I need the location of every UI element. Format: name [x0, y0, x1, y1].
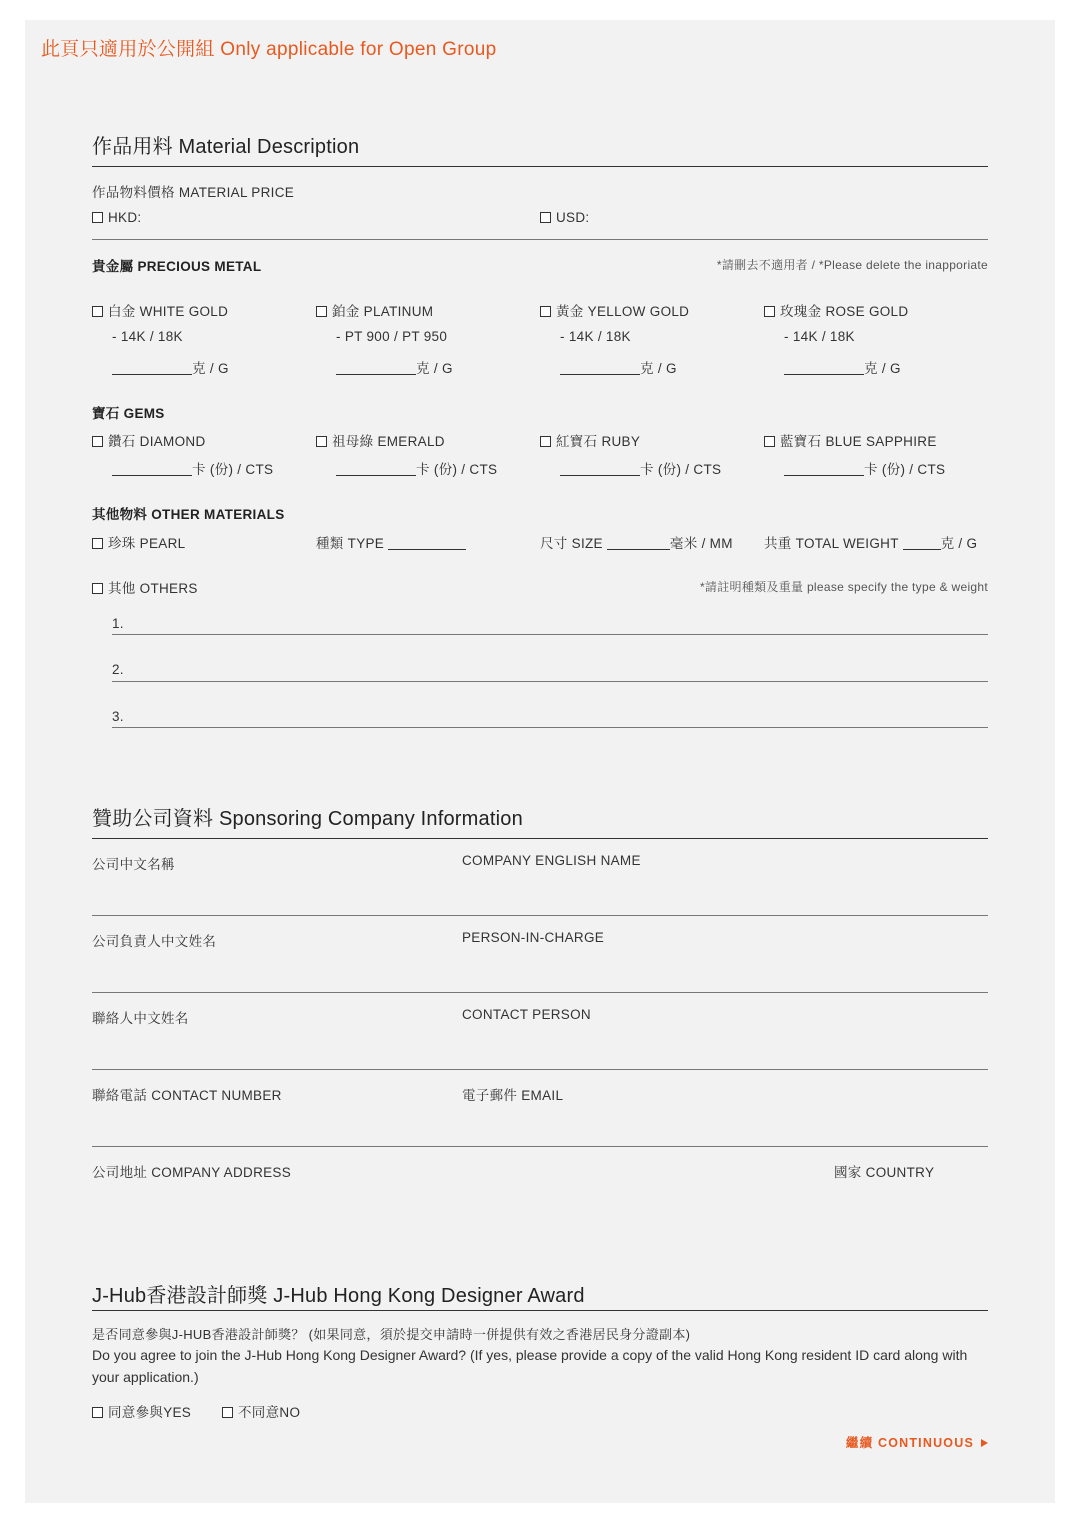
gems-title: 寶石 GEMS	[92, 406, 165, 421]
divider	[92, 239, 988, 240]
pearl-total-weight: 共重 TOTAL WEIGHT 克 / G	[764, 536, 978, 551]
contact-number-label: 聯絡電話 CONTACT NUMBER	[92, 1088, 282, 1103]
ruby-carat-input[interactable]	[560, 462, 640, 476]
rose-gold-grade: - 14K / 18K	[784, 329, 855, 344]
others-checkbox[interactable]	[92, 583, 103, 594]
others-line-number: 3.	[112, 709, 124, 724]
platinum-weight: 克 / G	[336, 357, 453, 377]
company-address-label: 公司地址 COMPANY ADDRESS	[92, 1165, 292, 1180]
others-line-3-input[interactable]	[112, 727, 988, 728]
white-gold-weight: 克 / G	[112, 357, 229, 377]
form-page	[25, 20, 1055, 1503]
rose-gold-option[interactable]: 玫瑰金 ROSE GOLD	[764, 300, 908, 320]
company-name-input-line[interactable]	[92, 915, 988, 916]
hkd-checkbox[interactable]	[92, 212, 103, 223]
yellow-gold-option[interactable]: 黃金 YELLOW GOLD	[540, 300, 689, 320]
award-yes-checkbox[interactable]	[92, 1407, 103, 1418]
contact-person-chinese-label: 聯絡人中文姓名	[92, 1011, 189, 1026]
person-in-charge-label: PERSON-IN-CHARGE	[462, 930, 605, 945]
ruby-option[interactable]: 紅寶石 RUBY	[540, 430, 640, 450]
others-option[interactable]: 其他 OTHERS	[92, 577, 198, 597]
others-line-number: 2.	[112, 662, 124, 677]
award-no-option[interactable]: 不同意NO	[222, 1401, 300, 1421]
pearl-option[interactable]: 珍珠 PEARL	[92, 532, 185, 552]
pearl-checkbox[interactable]	[92, 538, 103, 549]
section-divider	[92, 838, 988, 839]
diamond-option[interactable]: 鑽石 DIAMOND	[92, 430, 206, 450]
white-gold-grade: - 14K / 18K	[112, 329, 183, 344]
play-arrow-icon	[981, 1439, 988, 1447]
others-note: *請註明種類及重量 please specify the type & weight	[699, 580, 988, 594]
company-chinese-name-label: 公司中文名稱	[92, 857, 175, 872]
person-in-charge-chinese-label: 公司負責人中文姓名	[92, 934, 217, 949]
yellow-gold-grade: - 14K / 18K	[560, 329, 631, 344]
usd-field[interactable]: USD:	[540, 210, 589, 225]
award-question-english: Do you agree to join the J-Hub Hong Kong Designer Award? (If yes, please provide a copy of the valid Hong Kong resident ID card along with your application.)	[92, 1347, 968, 1385]
contact-input-line[interactable]	[92, 1146, 988, 1147]
blue-sapphire-option[interactable]: 藍寶石 BLUE SAPPHIRE	[764, 430, 937, 450]
yellow-gold-weight: 克 / G	[560, 357, 677, 377]
notice-banner: 此頁只適用於公開組 Only applicable for Open Group	[41, 39, 497, 60]
pearl-size-input[interactable]	[607, 536, 670, 550]
company-english-name-label: COMPANY ENGLISH NAME	[462, 853, 641, 868]
award-no-checkbox[interactable]	[222, 1407, 233, 1418]
ruby-carat: 卡 (份) / CTS	[560, 458, 721, 478]
company-section-title: 贊助公司資料 Sponsoring Company Information	[92, 808, 523, 830]
pearl-size: 尺寸 SIZE 毫米 / MM	[540, 536, 733, 551]
emerald-carat-input[interactable]	[336, 462, 416, 476]
blue-sapphire-carat-input[interactable]	[784, 462, 864, 476]
person-in-charge-input-line[interactable]	[92, 992, 988, 993]
pearl-weight-input[interactable]	[903, 536, 941, 550]
email-label: 電子郵件 EMAIL	[462, 1088, 564, 1103]
blue-sapphire-checkbox[interactable]	[764, 436, 775, 447]
pearl-type-input[interactable]	[388, 536, 466, 550]
rose-gold-checkbox[interactable]	[764, 306, 775, 317]
pearl-type: 種類 TYPE	[316, 532, 466, 552]
platinum-grade: - PT 900 / PT 950	[336, 329, 448, 344]
platinum-option[interactable]: 鉑金 PLATINUM	[316, 300, 433, 320]
hkd-field[interactable]: HKD:	[92, 210, 141, 225]
rose-gold-weight: 克 / G	[784, 357, 901, 377]
continue-link[interactable]: 繼續 CONTINUOUS	[846, 1433, 988, 1451]
yellow-gold-weight-input[interactable]	[560, 361, 640, 375]
yellow-gold-checkbox[interactable]	[540, 306, 551, 317]
blue-sapphire-carat: 卡 (份) / CTS	[784, 458, 945, 478]
white-gold-checkbox[interactable]	[92, 306, 103, 317]
others-line-number: 1.	[112, 616, 124, 631]
platinum-weight-input[interactable]	[336, 361, 416, 375]
platinum-checkbox[interactable]	[316, 306, 327, 317]
other-materials-title: 其他物料 OTHER MATERIALS	[92, 507, 285, 522]
others-line-1-input[interactable]	[112, 634, 988, 635]
contact-person-input-line[interactable]	[92, 1069, 988, 1070]
emerald-checkbox[interactable]	[316, 436, 327, 447]
white-gold-weight-input[interactable]	[112, 361, 192, 375]
rose-gold-weight-input[interactable]	[784, 361, 864, 375]
emerald-carat: 卡 (份) / CTS	[336, 458, 497, 478]
material-price-label: 作品物料價格 MATERIAL PRICE	[92, 185, 295, 200]
usd-checkbox[interactable]	[540, 212, 551, 223]
award-yes-option[interactable]: 同意參與YES	[92, 1401, 191, 1421]
diamond-carat: 卡 (份) / CTS	[112, 458, 273, 478]
material-section-title: 作品用料 Material Description	[92, 136, 360, 158]
section-divider	[92, 166, 988, 167]
white-gold-option[interactable]: 白金 WHITE GOLD	[92, 300, 228, 320]
diamond-carat-input[interactable]	[112, 462, 192, 476]
country-label: 國家 COUNTRY	[834, 1165, 935, 1180]
others-line-2-input[interactable]	[112, 681, 988, 682]
award-question-chinese: 是否同意參與J-HUB香港設計師獎？ (如果同意，須於提交申請時一併提供有效之香港居民身分證副本)	[92, 1327, 691, 1342]
contact-person-label: CONTACT PERSON	[462, 1007, 591, 1022]
precious-metal-note: *請刪去不適用者 / *Please delete the inapporiate	[716, 258, 988, 272]
diamond-checkbox[interactable]	[92, 436, 103, 447]
ruby-checkbox[interactable]	[540, 436, 551, 447]
section-divider	[92, 1310, 988, 1311]
precious-metal-title: 貴金屬 PRECIOUS METAL	[92, 259, 262, 274]
emerald-option[interactable]: 祖母綠 EMERALD	[316, 430, 445, 450]
award-section-title: J-Hub香港設計師獎 J-Hub Hong Kong Designer Award	[92, 1285, 585, 1307]
